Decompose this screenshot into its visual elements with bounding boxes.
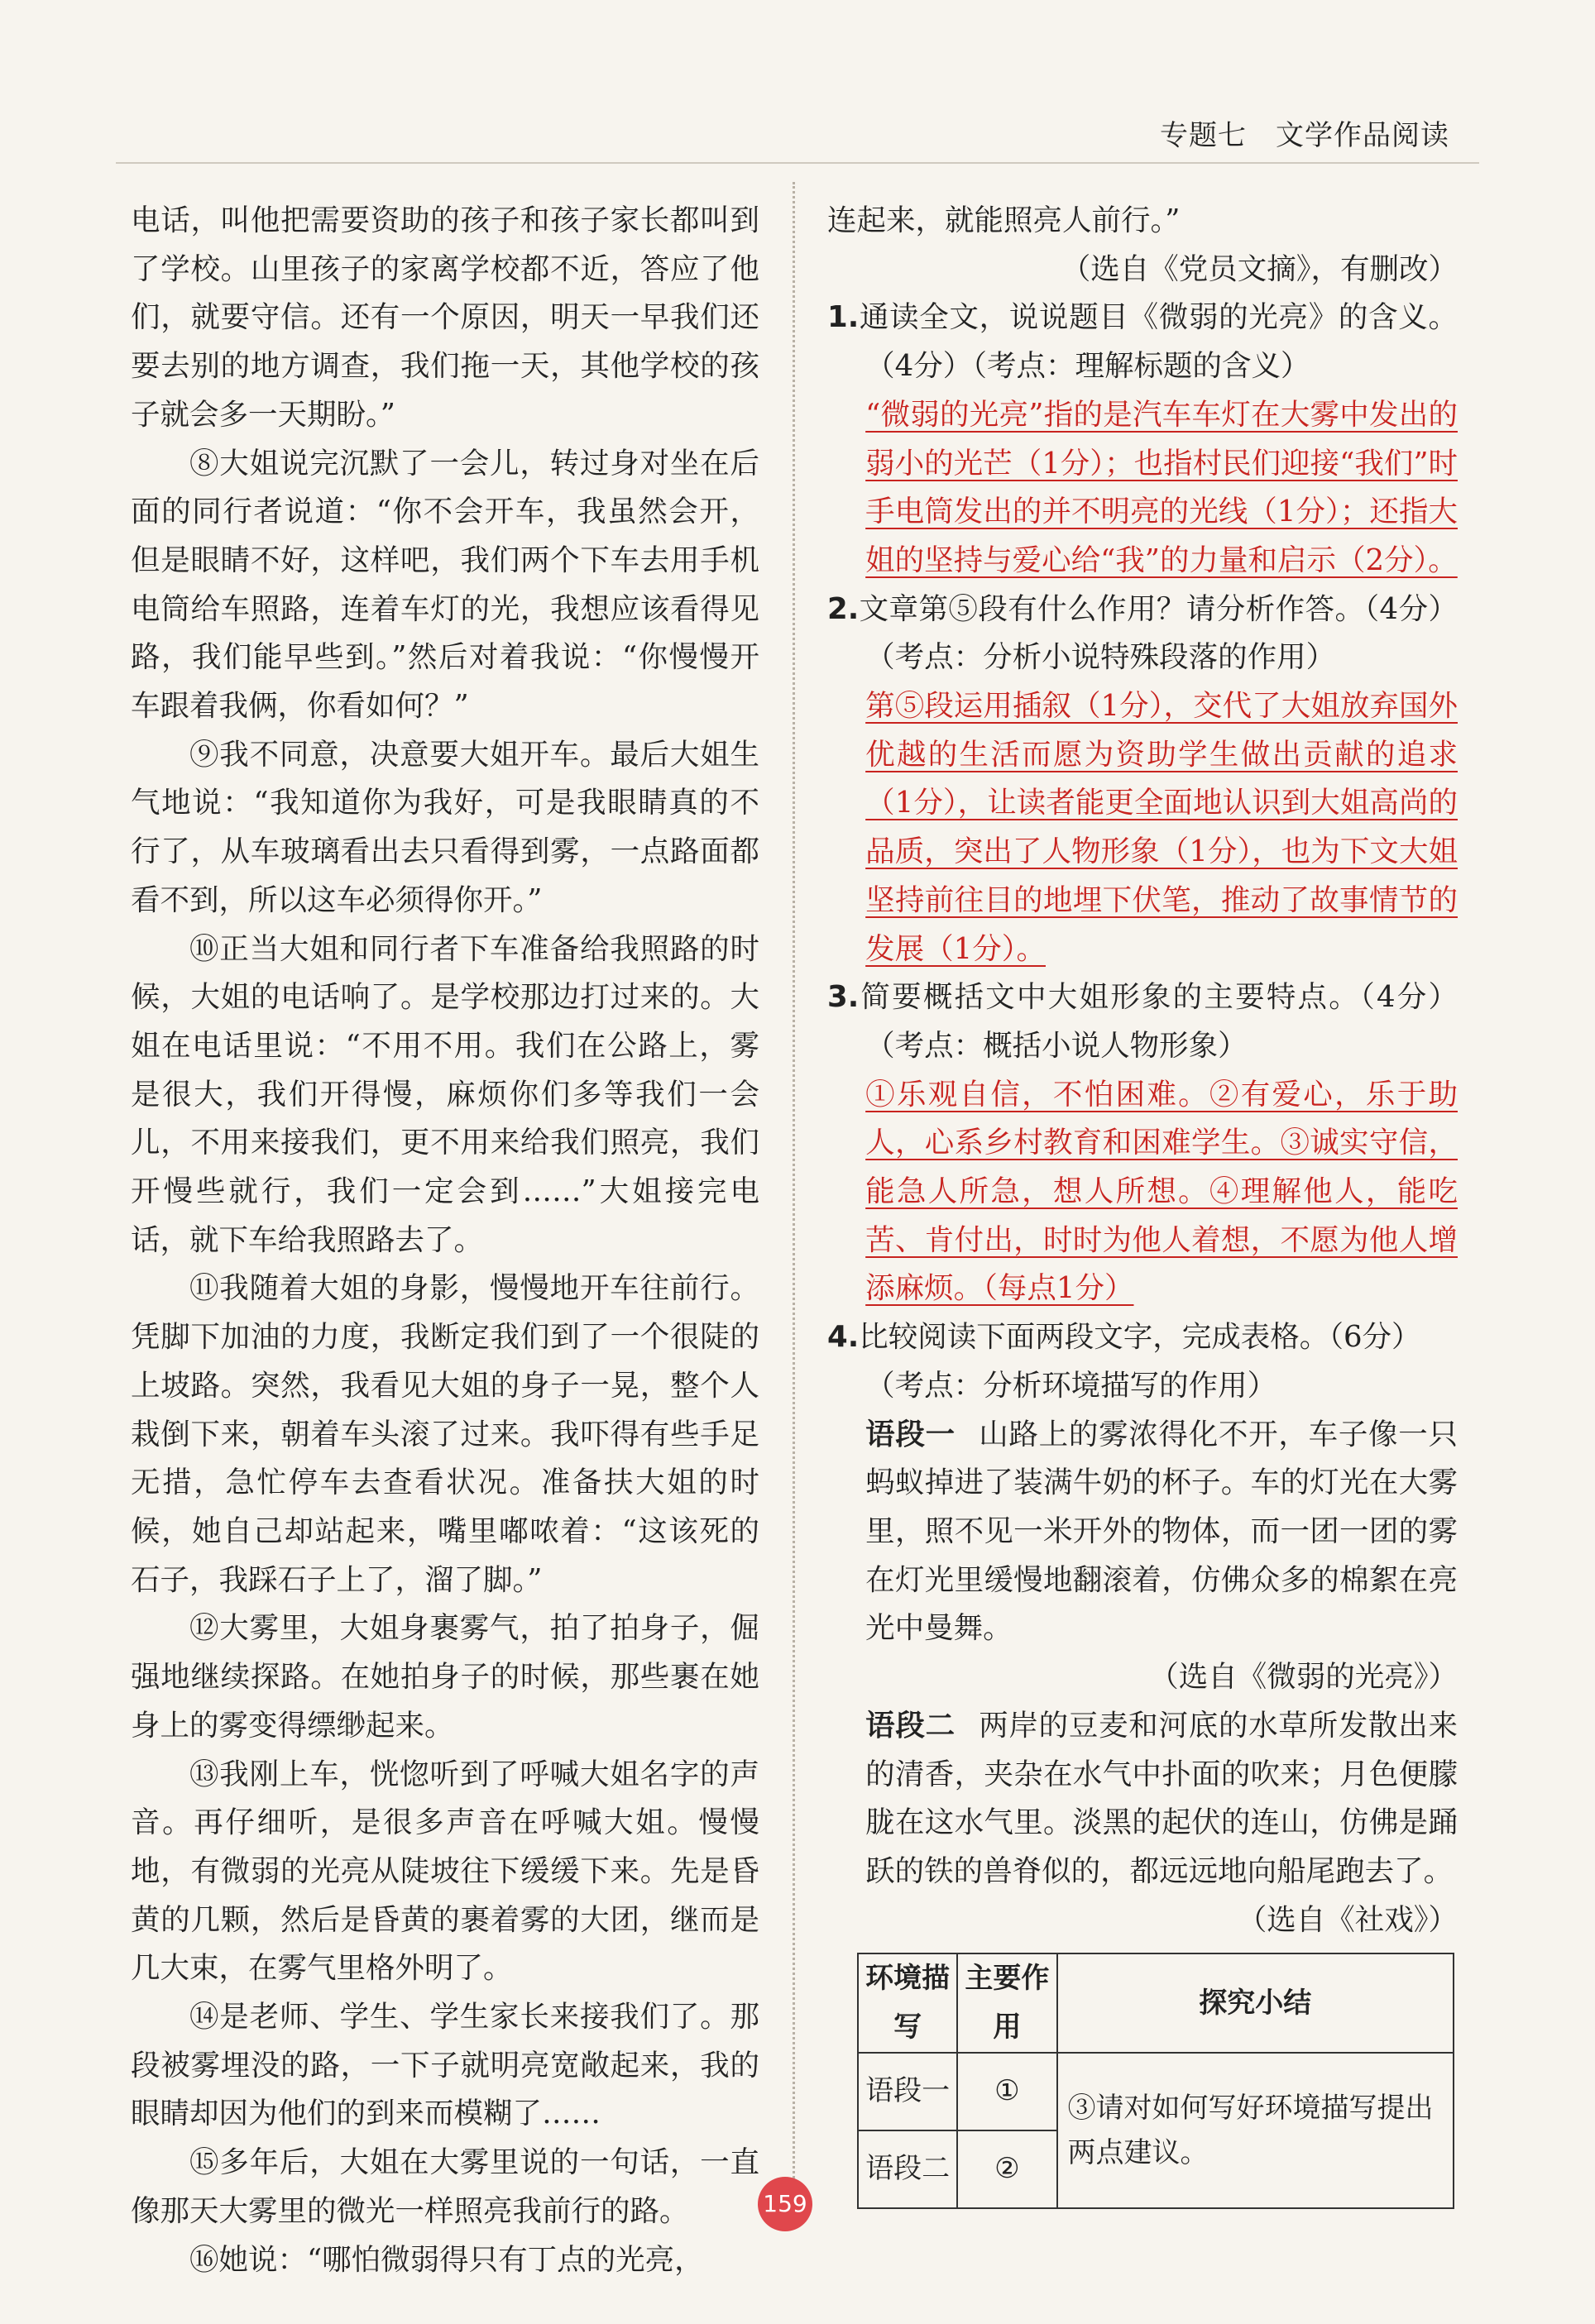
segment-2-source: （选自《社戏》） [1237, 1902, 1458, 1937]
answer-text: ①乐观自信，不怕困难。②有爱心，乐于助人，心系乡村教育和困难学生。③诚实守信，能急人所急，想人所想。④理解他人，能吃苦、肯付出，时时为他人着想，不愿为他人增添麻烦。（每点1分） [865, 1077, 1458, 1306]
segment-1-source: （选自《微弱的光亮》） [1149, 1660, 1458, 1695]
question-text: 简要概括文中大姐形象的主要特点。（4分）（考点：概括小说人物形象） [859, 980, 1458, 1063]
question-number: 3. [827, 980, 860, 1015]
table-cell-label: 语段一 [858, 2053, 957, 2130]
segment-text: 山路上的雾浓得化不开，车子像一只蚂蚁掉进了装满牛奶的杯子。车的灯光在大雾里，照不见一米开外的物体，而一团一团的雾在灯光里缓慢地翻滚着，仿佛众多的棉絮在亮光中曼舞。 [865, 1417, 1458, 1646]
table-cell-label: 语段二 [858, 2130, 957, 2208]
question-text: 比较阅读下面两段文字，完成表格。（6分） [859, 1320, 1421, 1355]
answer-text: “微弱的光亮”指的是汽车车灯在大雾中发出的弱小的光芒（1分）；也指村民们迎接“我们”时手电筒发出的并不明亮的光线（1分）；还指大姐的坚持与爱心给“我”的力量和启示（2分）。 [865, 397, 1458, 577]
question-4 [827, 1313, 1458, 1362]
segment-label: 语段二 [865, 1708, 956, 1743]
story-paragraph: ⑪我随着大姐的身影，慢慢地开车往前行。凭脚下加油的力度，我断定我们到了一个很陡的上坡路。突然，我看见大姐的身子一晃，整个人栽倒下来，朝着车头滚了过来。我吓得有些手足无措，急忙停车去查看状况。准备扶大姐的时候，她自己却站起来，嘴里嘟哝着：“这该死的石子，我踩石子上了，溜了脚。” [131, 1271, 759, 1597]
header-rule [116, 162, 1479, 164]
column-divider [793, 182, 795, 2208]
question-1 [827, 294, 1458, 390]
story-paragraph: ⑩正当大姐和同行者下车准备给我照路的时候，大姐的电话响了。是学校那边打过来的。大姐在电话里说：“不用不用。我们在公路上，雾是很大，我们开得慢，麻烦你们多等我们一会儿，不用来接我们，更不用来给我们照亮，我们开慢些就行，我们一定会到……”大姐接完电话，就下车给我照路去了。 [131, 931, 759, 1257]
table-header-row [858, 1953, 1454, 2052]
page-number-badge: 159 [758, 2177, 812, 2231]
question-3 [827, 973, 1458, 1070]
story-paragraph: ⑨我不同意，决意要大姐开车。最后大姐生气地说：“我知道你为我好，可是我眼睛真的不行了，从车玻璃看出去只看得到雾，一点路面都看不到，所以这车必须得你开。” [131, 737, 759, 917]
story-paragraph: 电话，叫他把需要资助的孩子和孩子家长都叫到了学校。山里孩子的家离学校都不近，答应了他们，就要守信。还有一个原因，明天一早我们还要去别的地方调查，我们拖一天，其他学校的孩子就会多一天期盼。” [131, 203, 759, 432]
running-header: 专题七 文学作品阅读 [1160, 119, 1449, 152]
answer-text: 第⑤段运用插叙（1分），交代了大姐放弃国外优越的生活而愿为资助学生做出贡献的追求（1分），让读者能更全面地认识到大姐高尚的品质，突出了人物形象（1分），也为下文大姐坚持前往目的地埋下伏笔，推动了故事情节的发展（1分）。 [865, 689, 1458, 966]
story-paragraph: ⑬我刚上车，恍惚听到了呼喊大姐名字的声音。再仔细听，是很多声音在呼喊大姐。慢慢地，有微弱的光亮从陡坡往下缓缓下来。先是昏黄的几颗，然后是昏黄的裹着雾的大团，继而是几大束，在雾气里格外明了。 [131, 1757, 759, 1986]
table-header-cell: 环境描写 [858, 1953, 957, 2052]
story-column [131, 197, 759, 2284]
question-number: 1. [827, 300, 860, 335]
table-header-cell: 主要作用 [957, 1953, 1056, 2052]
table-cell-blank[interactable]: ② [957, 2130, 1056, 2208]
table-cell-summary[interactable]: ③请对如何写好环境描写提出两点建议。 [1057, 2053, 1454, 2208]
questions-column [827, 197, 1458, 2209]
comparison-table [857, 1953, 1454, 2208]
table-header-cell: 探究小结 [1057, 1953, 1454, 2052]
table-row [858, 2053, 1454, 2130]
story-source: （选自《党员文摘》，有删改） [1061, 251, 1458, 286]
table-cell-blank[interactable]: ① [957, 2053, 1056, 2130]
story-paragraph: ⑧大姐说完沉默了一会儿，转过身对坐在后面的同行者说道：“你不会开车，我虽然会开，但是眼睛不好，这样吧，我们两个下车去用手机电筒给车照路，连着车灯的光，我想应该看得见路，我们能早些到。”然后对着我说：“你慢慢开车跟着我俩，你看如何？” [131, 446, 759, 724]
story-continuation: 连起来，就能照亮人前行。” [827, 203, 1181, 237]
story-paragraph: ⑯她说：“哪怕微弱得只有丁点的光亮， [189, 2242, 704, 2277]
segment-text: 两岸的豆麦和河底的水草所发散出来的清香，夹杂在水气中扑面的吹来；月色便朦胧在这水气里。淡黑的起伏的连山，仿佛是踊跃的铁的兽脊似的，都远远地向船尾跑去了。 [865, 1708, 1458, 1888]
answer-3 [827, 1071, 1458, 1314]
story-paragraph: ⑭是老师、学生、学生家长来接我们了。那段被雾埋没的路，一下子就明亮宽敞起来，我的眼睛却因为他们的到来而模糊了…… [131, 2000, 759, 2131]
answer-2 [827, 682, 1458, 973]
question-number: 2. [827, 591, 860, 626]
answer-1 [827, 391, 1458, 586]
question-2 [827, 586, 1458, 682]
question-text: 通读全文，说说题目《微弱的光亮》的含义。（4分）（考点：理解标题的含义） [859, 300, 1458, 384]
question-text: 文章第⑤段有什么作用？请分析作答。（4分）（考点：分析小说特殊段落的作用） [859, 591, 1458, 675]
segment-2 [827, 1702, 1458, 1896]
story-paragraph: ⑫大雾里，大姐身裹雾气，拍了拍身子，倔强地继续探路。在她拍身子的时候，那些裹在她身上的雾变得缥缈起来。 [131, 1611, 759, 1743]
story-paragraph: ⑮多年后，大姐在大雾里说的一句话，一直像那天大雾里的微光一样照亮我前行的路。 [131, 2145, 759, 2228]
question-4-point: （考点：分析环境描写的作用） [865, 1368, 1277, 1403]
question-number: 4. [827, 1320, 860, 1355]
segment-label: 语段一 [865, 1417, 956, 1451]
segment-1 [827, 1411, 1458, 1654]
